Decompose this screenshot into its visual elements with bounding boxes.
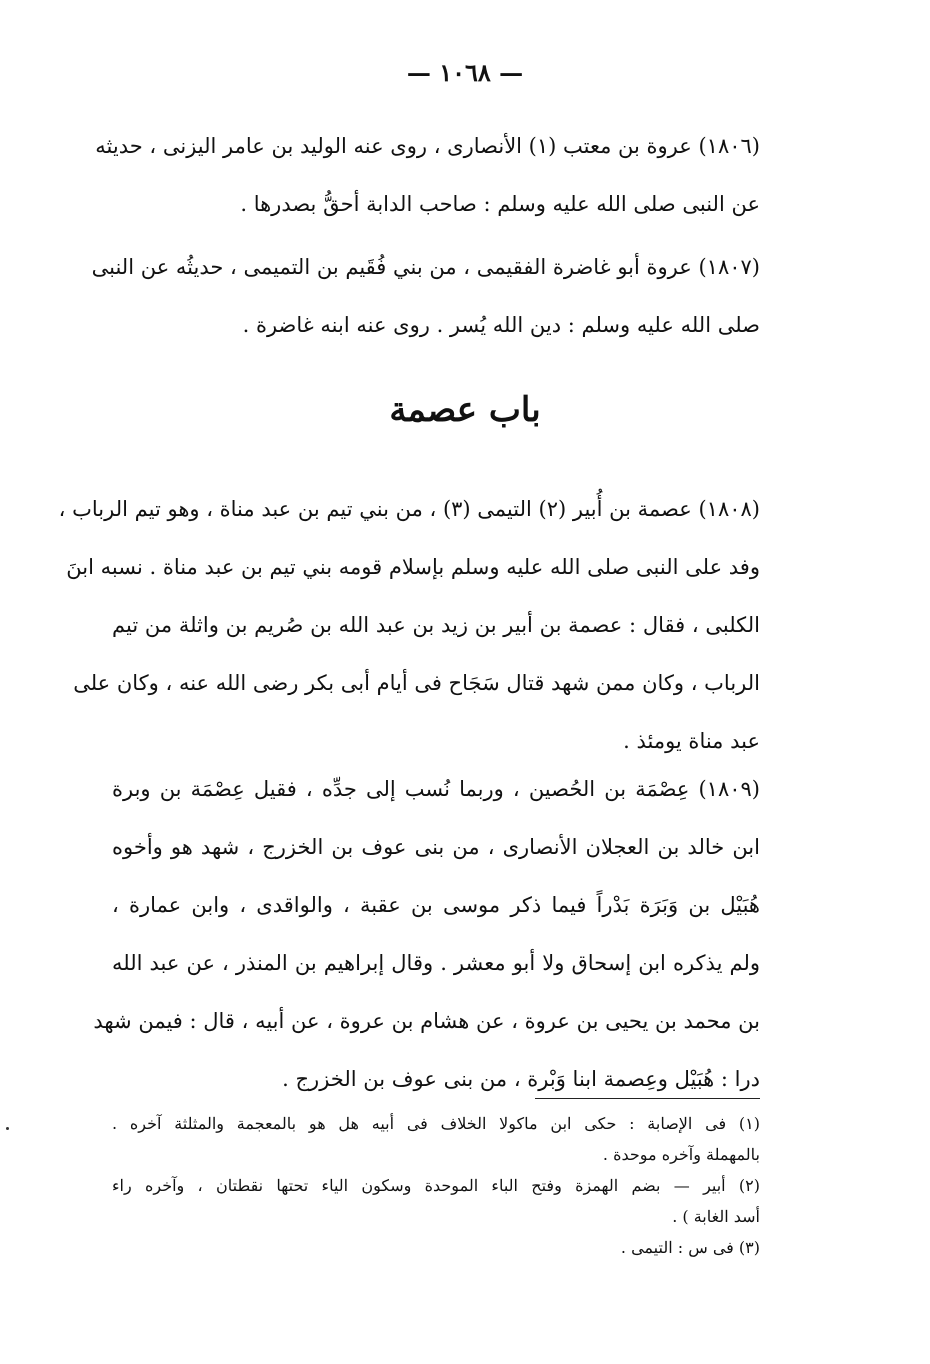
- margin-speck: [6, 1127, 9, 1130]
- entry-line: هُبَيْل بن وَبَرَة بَدْراً فيما ذكر موسى بن عقبة ، والواقدى ، وابن عمارة ،: [112, 893, 760, 917]
- entry-line: عبد مناة يومئذ .: [623, 729, 760, 753]
- entry-line: بن محمد بن يحيى بن عروة ، عن هشام بن عروة ، عن أبيه ، قال : فيمن شهد: [93, 1009, 760, 1033]
- entry-line: درا : هُبَيْل وعِصمة ابنا وَبْرة ، من بنى عوف بن الخزرج .: [282, 1067, 760, 1091]
- footnote-line: أسد الغابة ) .: [672, 1207, 760, 1226]
- footnote-divider: [535, 1098, 760, 1099]
- entry-line: ابن خالد بن العجلان الأنصارى ، من بنى عوف بن الخزرج ، شهد هو وأخوه: [112, 835, 760, 859]
- entry-line: صلى الله عليه وسلم : دين الله يُسر . روى عنه ابنه غاضرة .: [242, 313, 760, 337]
- entry-line: وفد على النبى صلى الله عليه وسلم بإسلام قومه بني تيم بن عبد مناة . نسبه ابنَ: [66, 555, 760, 579]
- entry-line: الكلبى ، فقال : عصمة بن أبير بن زيد بن عبد الله بن صُريم بن واثلة من تيم: [112, 613, 760, 637]
- page-number: — ١٠٦٨ —: [406, 58, 524, 87]
- footnote-line: بالمهملة وآخره موحدة .: [602, 1145, 760, 1164]
- entry-line: (١٨٠٨) عصمة بن أُبير (٢) التيمى (٣) ، من بني تيم بن عبد مناة ، وهو تيم الرباب ،: [58, 497, 760, 521]
- entry-1809: [93, 760, 760, 1108]
- entry-line: عن النبى صلى الله عليه وسلم : صاحب الدابة أحقُّ بصدرها .: [240, 192, 760, 216]
- entry-1808: [58, 480, 760, 770]
- entry-1807: [91, 238, 760, 354]
- footnote-line: (٣) فى س : التيمى .: [620, 1238, 760, 1257]
- entry-line: (١٨٠٩) عِصْمَة بن الحُصين ، وربما نُسب إلى جدِّه ، فقيل عِصْمَة بن وبرة: [112, 777, 760, 801]
- footnote-line: (٢) أبير — بضم الهمزة وفتح الباء الموحدة وسكون الياء تحتها نقطتان ، وآخره راء: [112, 1176, 760, 1195]
- entry-line: (١٨٠٦) عروة بن معتب (١) الأنصارى ، روى عنه الوليد بن عامر اليزنى ، حديثه: [95, 134, 760, 158]
- entry-1806: [95, 117, 760, 233]
- footnotes: [112, 1108, 760, 1263]
- entry-line: الرباب ، وكان ممن شهد قتال سَجَاح فى أيام أبى بكر رضى الله عنه ، وكان على: [73, 671, 760, 695]
- footnote-line: (١) فى الإصابة : حكى ابن ماكولا الخلاف فى أبيه هل هو بالمعجمة والمثلثة آخره .: [112, 1114, 760, 1133]
- entry-line: (١٨٠٧) عروة أبو غاضرة الفقيمى ، من بني فُقَيم بن التميمى ، حديثُه عن النبى: [91, 255, 760, 279]
- entry-line: ولم يذكره ابن إسحاق ولا أبو معشر . وقال إبراهيم بن المنذر ، عن عبد الله: [112, 951, 760, 975]
- chapter-title: باب عصمة: [389, 390, 541, 430]
